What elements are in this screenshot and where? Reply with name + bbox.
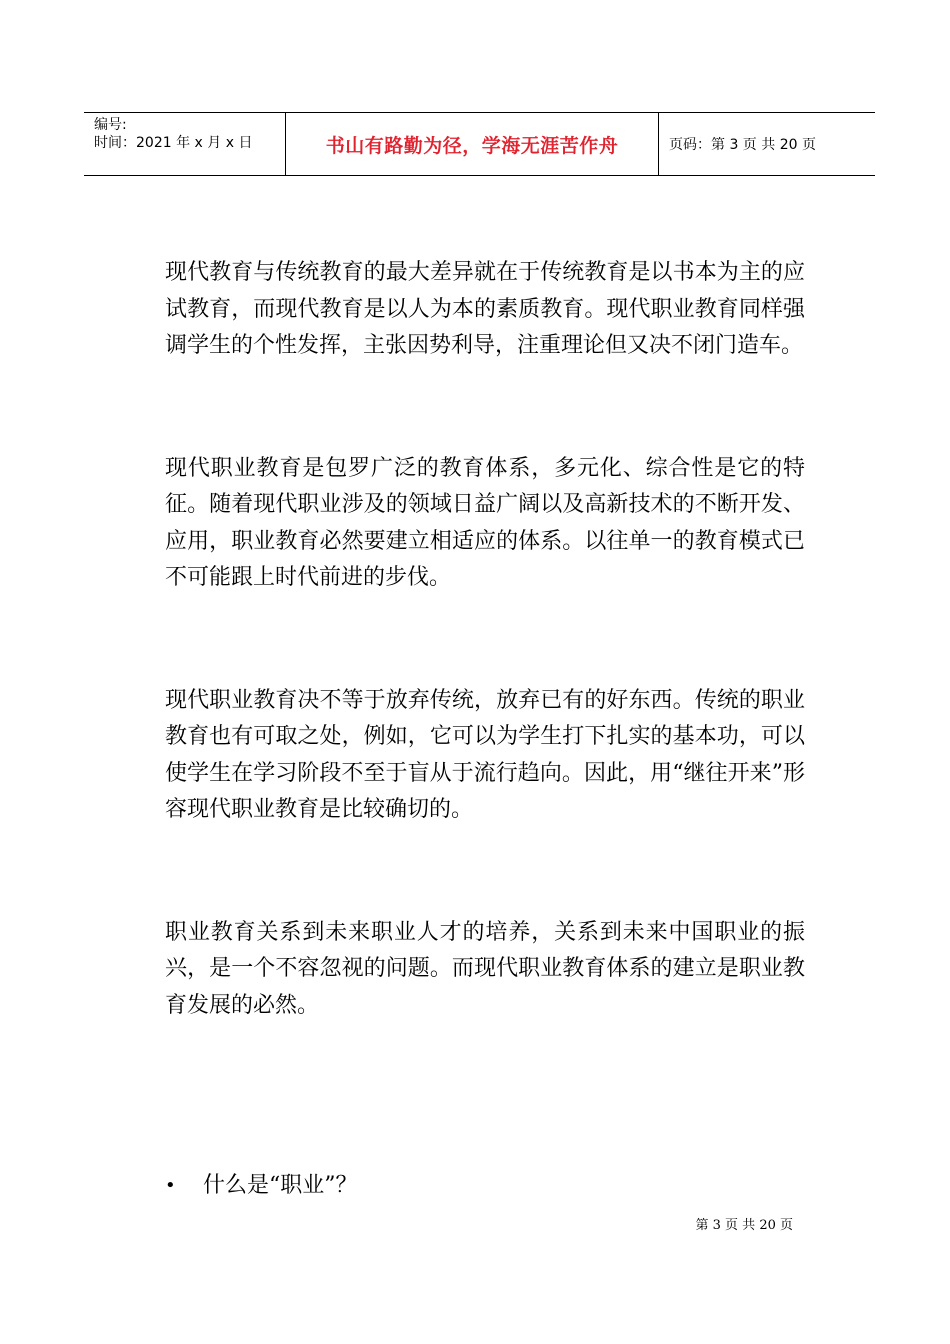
- paragraph-4: 职业教育关系到未来职业人才的培养，关系到未来中国职业的振兴，是一个不容忽视的问题。而现代职业教育体系的建立是职业教育发展的必然。: [165, 919, 805, 1018]
- paragraph-1: 现代教育与传统教育的最大差异就在于传统教育是以书本为主的应试教育，而现代教育是以人为本的素质教育。现代职业教育同样强调学生的个性发挥，主张因势利导，注重理论但又决不闭门造车。: [165, 260, 805, 358]
- header-page-number: 页码：第 3 页 共 20 页: [669, 137, 816, 153]
- bullet-icon: •: [165, 1175, 176, 1196]
- page-footer: 第 3 页 共 20 页: [695, 1218, 793, 1233]
- bullet-item: [165, 1168, 358, 1204]
- header-meta: [84, 113, 286, 175]
- time-label: 时间：2021 年 x 月 x 日: [94, 135, 253, 151]
- serial-number-label: 编号:: [94, 117, 127, 133]
- paragraph-3: 现代职业教育决不等于放弃传统，放弃已有的好东西。传统的职业教育也有可取之处，例如，它可以为学生打下扎实的基本功，可以使学生在学习阶段不至于盲从于流行趋向。因此，用“继往开来”形容现代职业教育是比较确切的。: [165, 687, 805, 822]
- document-body: [165, 255, 805, 1024]
- page-header: [84, 112, 875, 176]
- paragraph-2: 现代职业教育是包罗广泛的教育体系，多元化、综合性是它的特征。随着现代职业涉及的领域日益广阔以及高新技术的不断开发、应用，职业教育必然要建立相适应的体系。以往单一的教育模式已不可能跟上时代前进的步伐。: [165, 455, 805, 590]
- header-motto: 书山有路勤为径，学海无涯苦作舟: [286, 113, 659, 175]
- bullet-text: 什么是“职业”？: [203, 1173, 358, 1198]
